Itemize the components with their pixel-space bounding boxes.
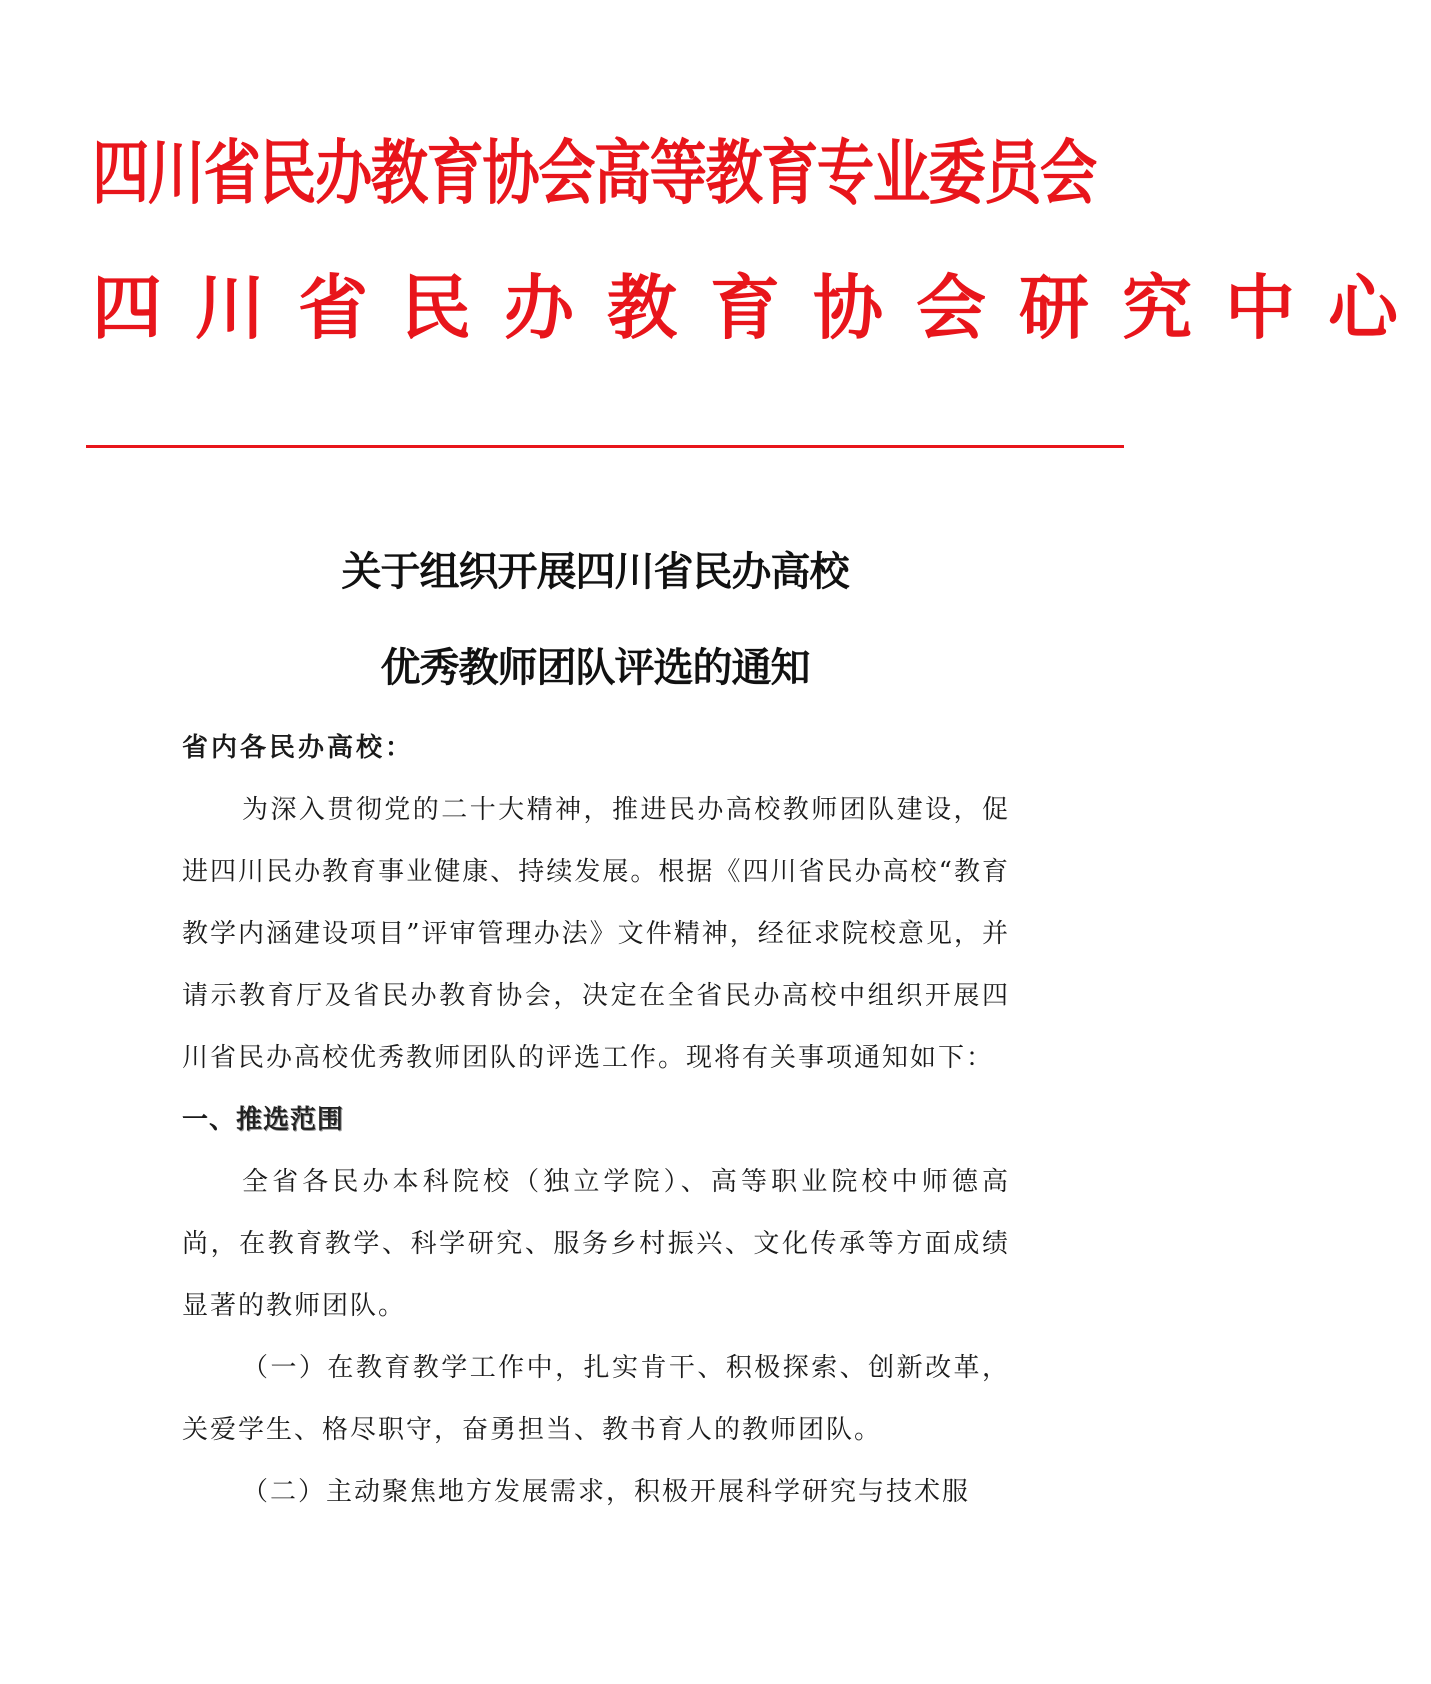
intro-paragraph: 为深入贯彻党的二十大精神，推进民办高校教师团队建设，促进四川民办教育事业健康、持续发展。根据《四川省民办高校“教育教学内涵建设项目”评审管理办法》文件精神，经征求院校意见，并请示教育厅及省民办教育协会，决定在全省民办高校中组织开展四川省民办高校优秀教师团队的评选工作。现将有关事项通知如下：	[182, 795, 1010, 1073]
masthead-line-2: 四川省民办教育协会研究中心	[92, 266, 1431, 349]
salutation: 省内各民办高校：	[182, 733, 415, 763]
notice-title-line-2: 优秀教师团队评选的通知	[380, 645, 810, 691]
notice-title-line-1: 关于组织开展四川省民办高校	[341, 549, 849, 595]
masthead-line-1: 四川省民办教育协会高等教育专业委员会	[92, 131, 1096, 214]
red-divider	[86, 445, 1124, 448]
section-1-heading	[182, 1089, 1010, 1151]
section-1-item-2: （二）主动聚焦地方发展需求，积极开展科学研究与技术服	[242, 1477, 971, 1507]
section-1-prefix: 一、	[182, 1105, 237, 1135]
notice-body	[182, 717, 1010, 1523]
section-1-paragraph: 全省各民办本科院校（独立学院）、高等职业院校中师德高尚，在教育教学、科学研究、服务乡村振兴、文化传承等方面成绩显著的教师团队。	[182, 1167, 1010, 1321]
section-1-title: 推选范围	[236, 1105, 345, 1135]
section-1-item-1: （一）在教育教学工作中，扎实肯干、积极探索、创新改革，关爱学生、格尽职守，奋勇担当、教书育人的教师团队。	[182, 1353, 1010, 1445]
